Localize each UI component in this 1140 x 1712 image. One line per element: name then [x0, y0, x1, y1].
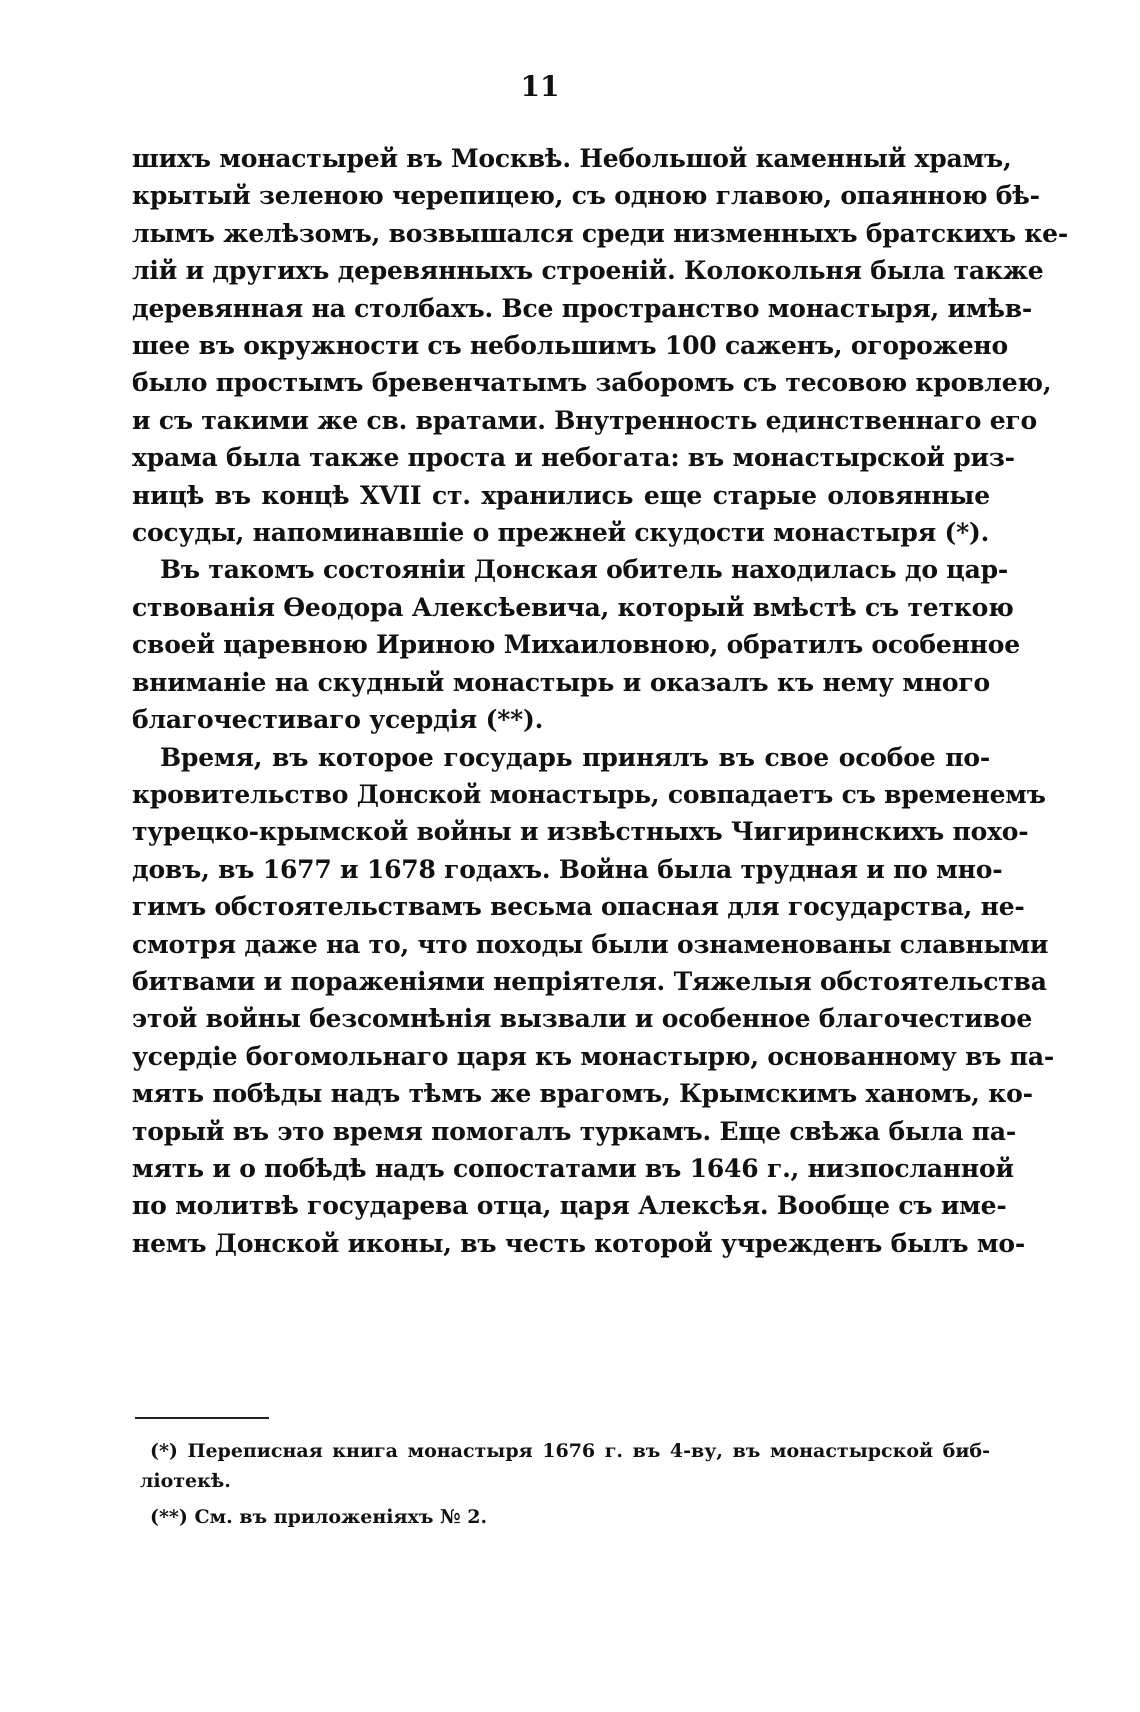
footnote-2: (**) См. въ приложеніяхъ № 2.	[150, 1506, 488, 1528]
text-line: усердіе богомольнаго царя къ монастырю, основанному въ па-	[132, 1041, 1055, 1071]
text-line: шихъ монастырей въ Москвѣ. Небольшой каменный храмъ,	[132, 144, 1012, 173]
text-line: лымъ желѣзомъ, возвышался среди низменныхъ братскихъ ке-	[132, 218, 1069, 248]
text-line: кровительство Донской монастырь, совпадаетъ съ временемъ	[132, 779, 1046, 809]
text-line: Въ такомъ состояніи Донская обитель находилась до цар-	[160, 555, 1009, 585]
page-number: 11	[520, 70, 560, 103]
footnote-divider	[135, 1417, 269, 1419]
text-line: по молитвѣ государева отца, царя Алексѣя. Вообще съ име-	[132, 1191, 1007, 1221]
footnote-1: (*) Переписная книга монастыря 1676 г. въ 4-ву, въ монастырской биб-	[150, 1440, 990, 1462]
text-line: шее въ окружности съ небольшимъ 100 саженъ, огорожено	[132, 331, 1008, 361]
text-line: турецко-крымской войны и извѣстныхъ Чигиринскихъ похо-	[132, 817, 1029, 847]
text-line: мять побѣды надъ тѣмъ же врагомъ, Крымскимъ ханомъ, ко-	[132, 1079, 1033, 1109]
text-line: гимъ обстоятельствамъ весьма опасная для государства, не-	[132, 892, 1025, 922]
footnotes	[140, 1436, 990, 1532]
text-line: деревянная на столбахъ. Все пространство монастыря, имѣв-	[132, 293, 1033, 323]
text-line: ницѣ въ концѣ XVII ст. хранились еще старые оловянные	[132, 480, 990, 510]
text-line: вниманіе на скудный монастырь и оказалъ къ нему много	[132, 667, 990, 697]
body-text	[132, 140, 1069, 1262]
text-line: своей царевною Ириною Михаиловною, обратилъ особенное	[132, 630, 1020, 660]
text-line: было простымъ бревенчатымъ заборомъ съ тесовою кровлею,	[132, 368, 1052, 398]
text-line: немъ Донской иконы, въ честь которой учрежденъ былъ мо-	[132, 1228, 1026, 1258]
text-line: довъ, въ 1677 и 1678 годахъ. Война была трудная и по мно-	[132, 854, 1003, 884]
text-line: торый въ это время помогалъ туркамъ. Еще свѣжа была па-	[132, 1116, 1017, 1146]
text-line: сосуды, напоминавшіе о прежней скудости монастыря (*).	[132, 518, 990, 548]
text-line: смотря даже на то, что походы были ознаменованы славными	[132, 929, 1049, 959]
text-line: Время, въ которое государь принялъ въ свое особое по-	[160, 742, 990, 772]
text-line: крытый зеленою черепицею, съ одною главою, опаянною бѣ-	[132, 181, 1040, 211]
text-line: ствованія Ѳеодора Алексѣевича, который вмѣстѣ съ теткою	[132, 592, 1014, 622]
text-line: и съ такими же св. вратами. Внутренность единственнаго его	[132, 405, 1038, 435]
text-line: храма была также проста и небогата: въ монастырской риз-	[132, 443, 1015, 473]
text-line: мять и о побѣдѣ надъ сопостатами въ 1646 г., низпосланной	[132, 1153, 1014, 1183]
text-line: битвами и пораженіями непріятеля. Тяжелыя обстоятельства	[132, 966, 1047, 996]
text-line: лій и другихъ деревянныхъ строеній. Колокольня была также	[132, 256, 1044, 286]
footnote-1-continuation: ліотекѣ.	[140, 1470, 231, 1492]
text-line: благочестиваго усердія (**).	[132, 705, 544, 735]
text-line: этой войны безсомнѣнія вызвали и особенное благочестивое	[132, 1004, 1033, 1034]
